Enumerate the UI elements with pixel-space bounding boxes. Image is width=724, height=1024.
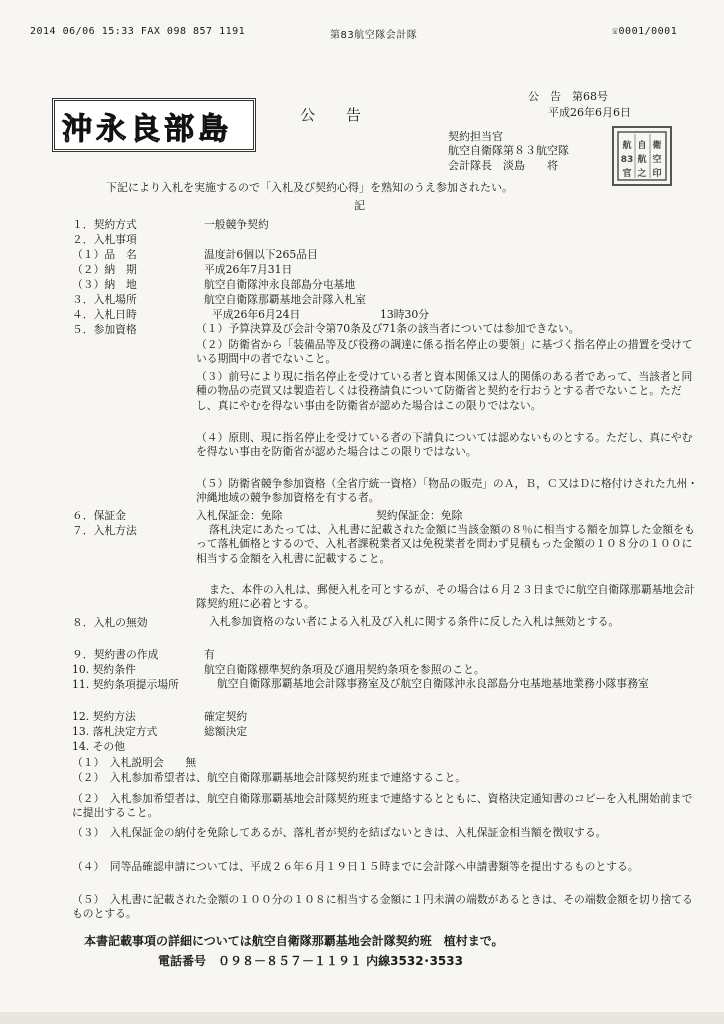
item-2-label: ２．入札事項 <box>72 233 137 246</box>
item-5-4: （４）原則、現に指名停止を受けている者の下請負については認めないものとする。ただし、真にやむを得ない事由を防衛省が認めた場合はこの限りではない。 <box>196 431 693 459</box>
item-10-value: 航空自衛隊標準契約条項及び適用契約条項を参照のこと。 <box>204 663 485 676</box>
item-14-3: （２） 入札参加希望者は、航空自衛隊那覇基地会計隊契約班まで連絡するとともに、資格決定通知書のコピーを入札開始前までに提出すること。 <box>72 792 693 820</box>
item-2-1-value: 温度計6個以下265品目 <box>204 248 318 261</box>
item-2-3-value: 航空自衛隊沖永良部島分屯基地 <box>204 278 356 291</box>
item-13-value: 総額決定 <box>204 725 248 738</box>
fax-header-left: 2014 06/06 15:33 FAX 098 857 1191 <box>30 26 246 37</box>
item-7-paragraph-2: また、本件の入札は、郵便入札を可とするが、その場合は６月２３日までに航空自衛隊那覇基地会計隊契約班に必着とする。 <box>196 583 695 611</box>
ki-heading: 記 <box>354 199 365 212</box>
item-12-value: 確定契約 <box>204 710 248 723</box>
item-11-value: 航空自衛隊那覇基地会計隊事務室及び航空自衛隊沖永良部島分屯基地基地業務小隊事務室 <box>216 677 649 690</box>
item-10-label: 10. 契約条件 <box>72 663 136 676</box>
item-1-label: １．契約方式 <box>72 218 137 231</box>
item-8-value: 入札参加資格のない者による入札及び入札に関する条件に反した入札は無効とする。 <box>208 615 620 628</box>
item-6-value-1: 入札保証金：免除 <box>196 509 283 522</box>
issuer-line-2: 航空自衛隊第８３航空隊 <box>448 144 569 157</box>
page-title: 公 告 <box>300 106 370 124</box>
item-8-label: ８．入札の無効 <box>72 616 148 629</box>
item-12-label: 12. 契約方法 <box>72 710 136 723</box>
item-9-label: ９．契約書の作成 <box>72 648 159 661</box>
notice-number: 公 告 第68号 <box>528 90 608 103</box>
item-14-4: （３） 入札保証金の納付を免除してあるが、落札者が契約を結ばないときは、入札保証金相当額を徴収する。 <box>72 826 607 839</box>
item-13-label: 13. 落札決定方式 <box>72 725 158 738</box>
item-6-label: ６．保証金 <box>72 509 126 522</box>
item-14-label: 14. その他 <box>72 740 125 753</box>
item-9-value: 有 <box>204 648 215 661</box>
item-5-5: （５）防衛省競争参加資格（全省庁統一資格）「物品の販売」のＡ，Ｂ，Ｃ又はＤに格付けされた九州・沖縄地域の競争参加資格を有する者。 <box>196 477 699 505</box>
intro-text: 下記により入札を実施するので「入札及び契約心得」を熟知のうえ参加されたい。 <box>106 181 513 194</box>
item-5-2: （２）防衛省から「装備品等及び役務の調達に係る指名停止の要領」に基づく指名停止の措置を受けている期間中の者でないこと。 <box>196 338 693 366</box>
svg-text:官: 官 <box>622 169 632 179</box>
svg-text:83: 83 <box>620 155 634 165</box>
item-6-value-2: 契約保証金：免除 <box>376 509 463 522</box>
item-3-value: 航空自衛隊那覇基地会計隊入札室 <box>204 293 366 306</box>
item-2-2-value: 平成26年7月31日 <box>204 263 293 276</box>
item-14-2: （２） 入札参加希望者は、航空自衛隊那覇基地会計隊契約班まで連絡すること。 <box>72 771 467 784</box>
item-5-3: （３）前号により現に指名停止を受けている者と資本関係又は人的関係のある者であって、当該者と同種の物品の売買又は製造若しくは役務請負について防衛省と契約を行おうとする者でないこと。ただし、真にやむを得ない事由を防衛省が認めた場合はこの限りではない。 <box>196 370 693 412</box>
svg-text:航: 航 <box>637 155 647 165</box>
svg-text:之: 之 <box>637 169 647 179</box>
fax-header-right: ☏0001/0001 <box>612 26 678 37</box>
item-7-paragraph-1: 落札決定にあたっては、入札書に記載された金額に当該金額の８％に相当する額を加算した金額をもって落札価格とするので、入札者課税業者又は免税業者を問わず見積もった金額の１０８分の１００に相当する金額を入札書に記載すること。 <box>196 523 695 565</box>
location-stamp: 沖永良部島 <box>62 112 232 147</box>
item-4-date: 平成26年6月24日 <box>212 308 301 321</box>
item-14-1: （１） 入札説明会 無 <box>72 756 197 769</box>
svg-text:印: 印 <box>652 169 662 179</box>
fax-icon: ☏ <box>612 26 619 37</box>
item-3-label: ３．入札場所 <box>72 293 137 306</box>
item-1-value: 一般競争契約 <box>204 218 269 231</box>
item-4-label: ４．入札日時 <box>72 308 137 321</box>
item-4-time: 13時30分 <box>380 308 430 321</box>
item-5-1: （１）予算決算及び会計令第70条及び71条の該当者については参加できない。 <box>196 322 580 335</box>
notice-date: 平成26年6月6日 <box>548 106 631 119</box>
issuer-line-3: 会計隊長 淡島 将 <box>448 159 558 172</box>
svg-text:空: 空 <box>652 155 662 165</box>
fax-header-center: 第83航空隊会計隊 <box>330 30 418 41</box>
footer-phone: 電話番号 ０９８－８５７－１１９１ 内線3532･3533 <box>158 954 463 968</box>
item-11-label: 11. 契約条項提示場所 <box>72 678 179 691</box>
item-7-label: ７．入札方法 <box>72 524 137 537</box>
issuer-line-1: 契約担当官 <box>448 130 503 143</box>
svg-text:航: 航 <box>622 141 632 151</box>
item-14-5: （４） 同等品確認申請については、平成２６年６月１９日１５時までに会計隊へ申請書類等を提出するものとする。 <box>72 860 639 873</box>
footer-contact: 本書記載事項の詳細については航空自衛隊那覇基地会計隊契約班 植村まで。 <box>84 934 504 948</box>
item-5-label: ５．参加資格 <box>72 323 137 336</box>
official-seal <box>612 126 672 186</box>
seal-icon <box>616 130 668 182</box>
item-2-1-label: （１）品 名 <box>72 248 137 261</box>
item-2-3-label: （３）納 地 <box>72 278 137 291</box>
scan-bottom-edge <box>0 1012 724 1024</box>
item-2-2-label: （２）納 期 <box>72 263 137 276</box>
item-14-6: （５） 入札書に記載された金額の１００分の１０８に相当する金額に１円未満の端数があるときは、その端数金額を切り捨てるものとする。 <box>72 893 693 921</box>
svg-text:自: 自 <box>637 141 647 151</box>
svg-text:衛: 衛 <box>652 141 662 151</box>
